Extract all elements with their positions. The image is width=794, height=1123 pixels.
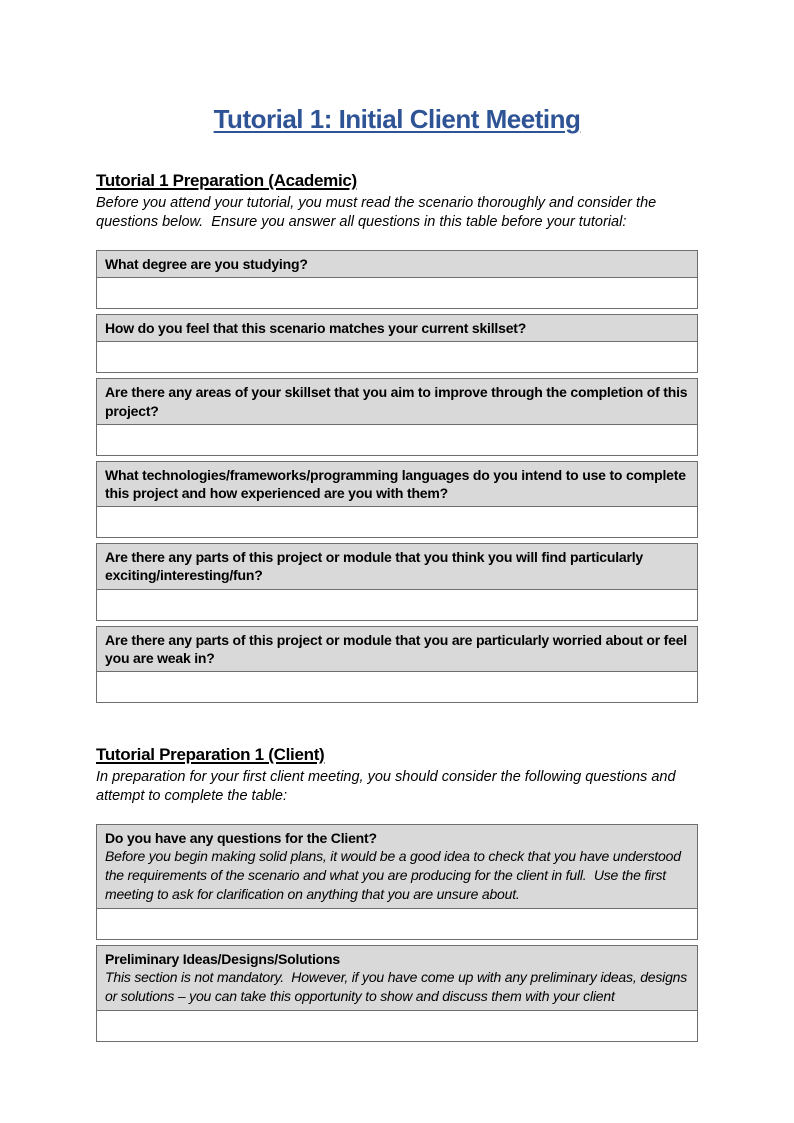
qa-pair (96, 626, 698, 703)
question-cell (97, 946, 697, 1011)
answer-cell[interactable] (97, 590, 697, 620)
question-cell (97, 825, 697, 909)
page-title: Tutorial 1: Initial Client Meeting (213, 104, 581, 134)
client-questions-table (96, 824, 698, 1042)
section-academic (96, 171, 698, 703)
answer-cell[interactable] (97, 1011, 697, 1041)
question-cell: Are there any areas of your skillset that you aim to improve through the completion of this project? (97, 379, 697, 424)
qa-pair (96, 824, 698, 940)
qa-pair (96, 378, 698, 455)
question-description: This section is not mandatory. However, if you have come up with any preliminary ideas, designs or solutions – you can take this opportunity to show and discuss them with your client (105, 969, 691, 1004)
qa-pair (96, 314, 698, 373)
question-cell: What technologies/frameworks/programming languages do you intend to use to complete this project and how experienced are you with them? (97, 462, 697, 507)
qa-pair (96, 250, 698, 309)
question-title: Do you have any questions for the Client? (105, 830, 377, 847)
question-cell: Are there any parts of this project or module that you think you will find particularly exciting/interesting/fun? (97, 544, 697, 589)
question-cell: Are there any parts of this project or module that you are particularly worried about or feel you are weak in? (97, 627, 697, 672)
section-client-heading: Tutorial Preparation 1 (Client) (96, 744, 325, 764)
answer-cell[interactable] (97, 278, 697, 308)
answer-cell[interactable] (97, 507, 697, 537)
section-client-intro: In preparation for your first client meeting, you should consider the following questions and attempt to complete the table: (96, 768, 680, 804)
qa-pair (96, 945, 698, 1042)
answer-cell[interactable] (97, 425, 697, 455)
answer-cell[interactable] (97, 672, 697, 702)
section-client (96, 745, 698, 1042)
question-cell: What degree are you studying? (97, 251, 697, 278)
answer-cell[interactable] (97, 342, 697, 372)
section-academic-heading: Tutorial 1 Preparation (Academic) (96, 171, 357, 190)
qa-pair (96, 543, 698, 620)
question-title: Preliminary Ideas/Designs/Solutions (105, 950, 340, 967)
section-academic-intro: Before you attend your tutorial, you must read the scenario thoroughly and consider the questions below. Ensure you answer all questions in this table before your tutorial: (96, 195, 661, 230)
answer-cell[interactable] (97, 909, 697, 939)
academic-questions-table (96, 250, 698, 703)
qa-pair (96, 461, 698, 538)
question-cell: How do you feel that this scenario matches your current skillset? (97, 315, 697, 342)
question-description: Before you begin making solid plans, it would be a good idea to check that you have understood the requirements of the scenario and what you are producing for the client in full. Use the first meeting to ask for clarification on anything that you are unsure about. (105, 848, 685, 903)
